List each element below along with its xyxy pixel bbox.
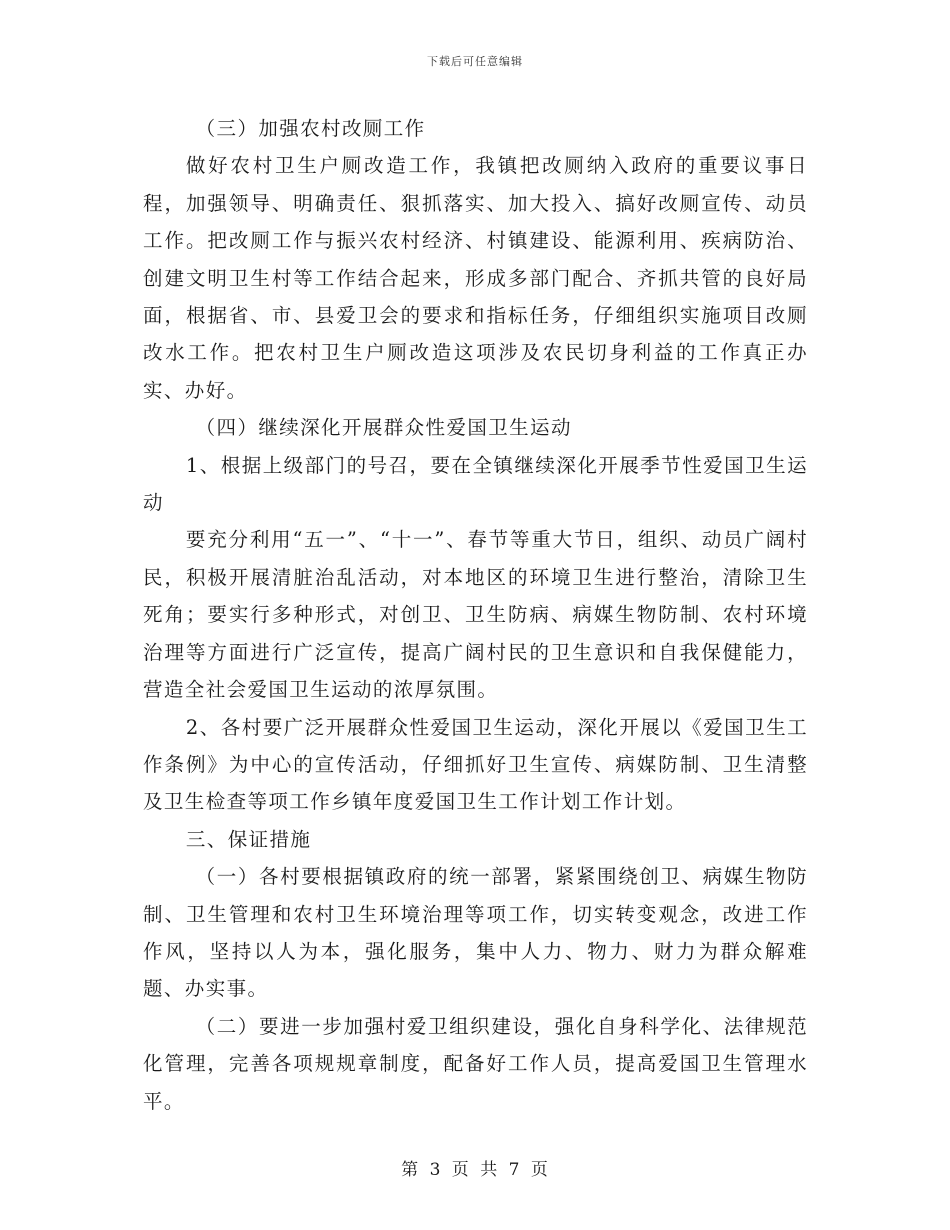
paragraph: 做好农村卫生户厕改造工作，我镇把改厕纳入政府的重要议事日程，加强领导、明确责任、狠抓落实、加大投入、搞好改厕宣传、动员工作。把改厕工作与振兴农村经济、村镇建设、能源利用、疾病防治、创建文明卫生村等工作结合起来，形成多部门配合、齐抓共管的良好局面，根据省、市、县爱卫会的要求和指标任务，仔细组织实施项目改厕改水工作。把农村卫生户厕改造这项涉及农民切身利益的工作真正办实、办好。 (143, 154, 808, 402)
paragraph: （一）各村要根据镇政府的统一部署，紧紧围绕创卫、病媒生物防制、卫生管理和农村卫生环境治理等项工作，切实转变观念，改进工作作风，坚持以人为本，强化服务，集中人力、物力、财力为群众解难题、办实事。 (143, 865, 808, 1001)
paragraph: 三、保证措施 (185, 827, 312, 851)
document-body (143, 110, 808, 1120)
page-footer: 第 3 页 共 7 页 (401, 1160, 549, 1180)
paragraph: （三）加强农村改厕工作 (195, 117, 426, 140)
paragraph: （四）继续深化开展群众性爱国卫生运动 (195, 416, 572, 440)
paragraph: 2、各村要广泛开展群众性爱国卫生运动，深化开展以《爱国卫生工作条例》为中心的宣传活动，仔细抓好卫生宣传、病媒防制、卫生清整及卫生检查等项工作乡镇年度爱国卫生工作计划工作计划。 (143, 715, 808, 814)
header-note: 下载后可任意编辑 (427, 55, 523, 68)
paragraph: （二）要进一步加强村爱卫组织建设，强化自身科学化、法律规范化管理，完善各项规规章制度，配备好工作人员，提高爱国卫生管理水平。 (143, 1014, 808, 1113)
paragraph: 1、根据上级部门的号召，要在全镇继续深化开展季节性爱国卫生运动 (143, 453, 808, 515)
paragraph: 要充分利用“五一”、“十一”、春节等重大节日，组织、动员广阔村民，积极开展清脏治乱活动，对本地区的环境卫生进行整治，清除卫生死角；要实行多种形式，对创卫、卫生防病、病媒生物防制、农村环境治理等方面进行广泛宣传，提高广阔村民的卫生意识和自我保健能力，营造全社会爱国卫生运动的浓厚氛围。 (143, 528, 808, 702)
